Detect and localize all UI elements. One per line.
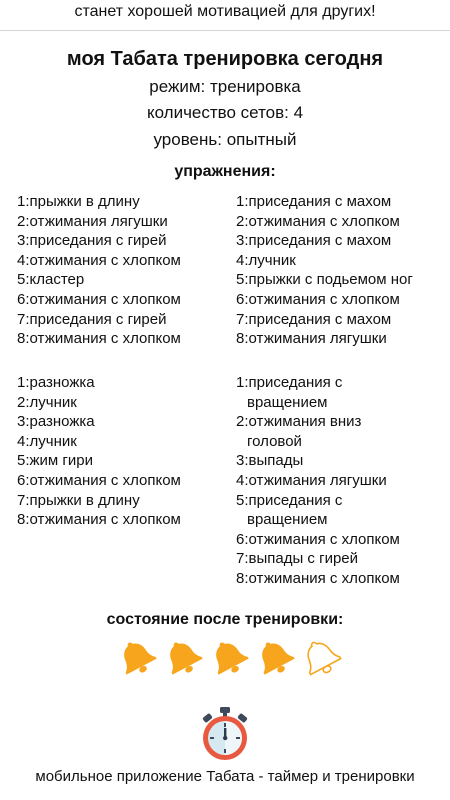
- bell-icon: [205, 636, 251, 676]
- list-item-text-continued: головой: [247, 432, 302, 450]
- list-item: 8:отжимания лягушки: [236, 330, 387, 348]
- list-item: 8:отжимания с хлопком: [17, 511, 181, 529]
- list-item: 8:отжимания с хлопком: [17, 330, 181, 348]
- list-item: 1:приседания с махом: [236, 193, 392, 210]
- workout-mode: режим: тренировка: [149, 77, 301, 96]
- top-caption: станет хорошей мотивацией для других!: [74, 3, 376, 20]
- list-item: 3:выпады: [236, 452, 304, 470]
- list-item: 6:отжимания с хлопком: [236, 290, 400, 308]
- list-item: 6:отжимания с хлопком: [17, 290, 181, 308]
- list-item: 2:отжимания лягушки: [17, 212, 168, 230]
- list-item: 3:разножка: [17, 413, 95, 431]
- list-item: 2:лучник: [17, 393, 77, 411]
- list-item: 4:отжимания с хлопком: [17, 251, 181, 269]
- list-item: 5:жим гири: [17, 452, 93, 470]
- list-item: 4:отжимания лягушки: [236, 471, 387, 489]
- list-item: 3:приседания с махом: [236, 232, 392, 250]
- list-item: 5:кластер: [17, 271, 85, 289]
- exercise-list-set-4: [236, 373, 400, 589]
- list-item: 7:прыжки в длину: [17, 491, 140, 509]
- list-item: [236, 373, 400, 412]
- list-item: 6:отжимания с хлопком: [236, 530, 400, 548]
- exercises-heading: упражнения:: [174, 163, 276, 180]
- exercise-list-set-3: [17, 373, 181, 530]
- exercise-list-set-1: [17, 192, 181, 349]
- list-item: 2:отжимания с хлопком: [236, 212, 400, 230]
- divider: [0, 30, 450, 31]
- list-item: [236, 491, 400, 530]
- list-item: 4:лучник: [236, 251, 296, 269]
- state-heading: состояние после тренировки:: [106, 611, 344, 628]
- list-item: 5:прыжки с подьемом ног: [236, 271, 413, 289]
- list-item: [236, 412, 400, 451]
- list-item: 7:приседания с гирей: [17, 310, 167, 328]
- bell-icon: [113, 636, 159, 676]
- list-item: 6:отжимания с хлопком: [17, 471, 181, 489]
- list-item: 8:отжимания с хлопком: [236, 569, 400, 587]
- list-item-text-continued: вращением: [247, 511, 328, 529]
- list-item-text-continued: вращением: [247, 393, 328, 411]
- bell-icon: [251, 636, 297, 676]
- bell-icon: [297, 636, 343, 676]
- app-caption: мобильное приложение Табата - таймер и тренировки: [35, 768, 415, 785]
- list-item: 1:разножка: [17, 374, 95, 391]
- state-rating: [113, 636, 343, 676]
- exercise-list-set-2: [236, 192, 413, 349]
- workout-sets-count: количество сетов: 4: [146, 103, 304, 122]
- list-item: 1:прыжки в длину: [17, 193, 140, 210]
- list-item-text: 5:приседания с: [236, 491, 343, 509]
- workout-title: моя Табата тренировка сегодня: [66, 48, 384, 70]
- bell-icon: [159, 636, 205, 676]
- stopwatch-icon: [198, 705, 252, 761]
- list-item-text: 2:отжимания вниз: [236, 413, 362, 431]
- list-item: 3:приседания с гирей: [17, 232, 167, 250]
- workout-level: уровень: опытный: [153, 130, 297, 149]
- list-item: 4:лучник: [17, 432, 77, 450]
- list-item-text: 1:приседания с: [236, 374, 343, 391]
- list-item: 7:выпады с гирей: [236, 550, 359, 568]
- list-item: 7:приседания с махом: [236, 310, 392, 328]
